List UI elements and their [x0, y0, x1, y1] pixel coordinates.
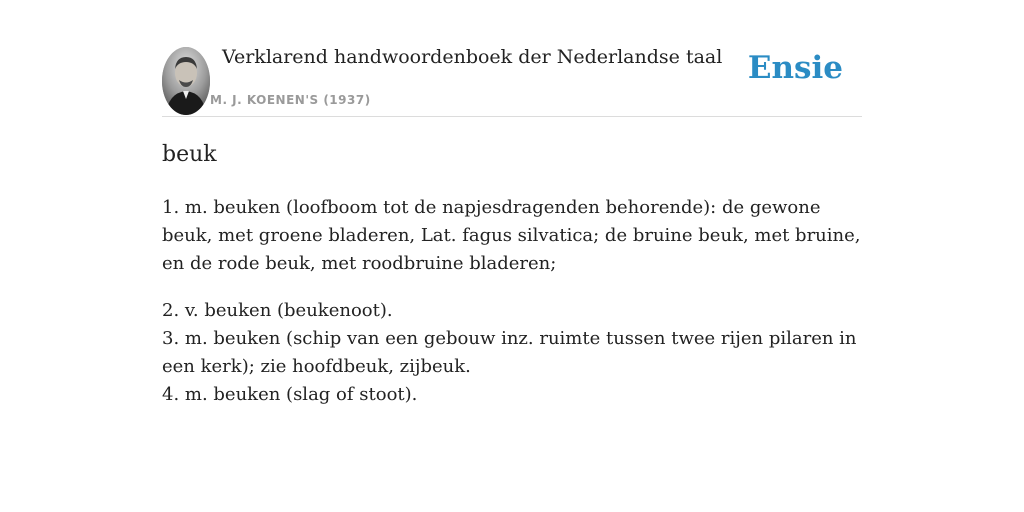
- brand-logo[interactable]: Ensie: [747, 50, 843, 86]
- header: [162, 46, 862, 117]
- definition-2: 2. v. beuken (beukenoot).: [162, 300, 393, 321]
- definition-1: 1. m. beuken (loofboom tot de napjesdragenden behorende): de gewone beuk, met groene bladeren, Lat. fagus silvatica; de bruine beuk, met bruine, en de rode beuk, met roodbruine bladeren;: [162, 197, 861, 274]
- definition-group-2: [162, 297, 862, 409]
- entry-content: [162, 138, 862, 409]
- definition-3: 3. m. beuken (schip van een gebouw inz. ruimte tussen twee rijen pilaren in een kerk); zie hoofdbeuk, zijbeuk.: [162, 328, 857, 377]
- headword: beuk: [162, 142, 217, 167]
- book-title[interactable]: Verklarend handwoordenboek der Nederlandse taal: [222, 46, 723, 68]
- definition-4: 4. m. beuken (slag of stoot).: [162, 384, 418, 405]
- author-portrait-icon: [162, 47, 210, 115]
- definition-group-1: [162, 194, 862, 278]
- author-label: M. J. KOENEN'S (1937): [210, 93, 371, 107]
